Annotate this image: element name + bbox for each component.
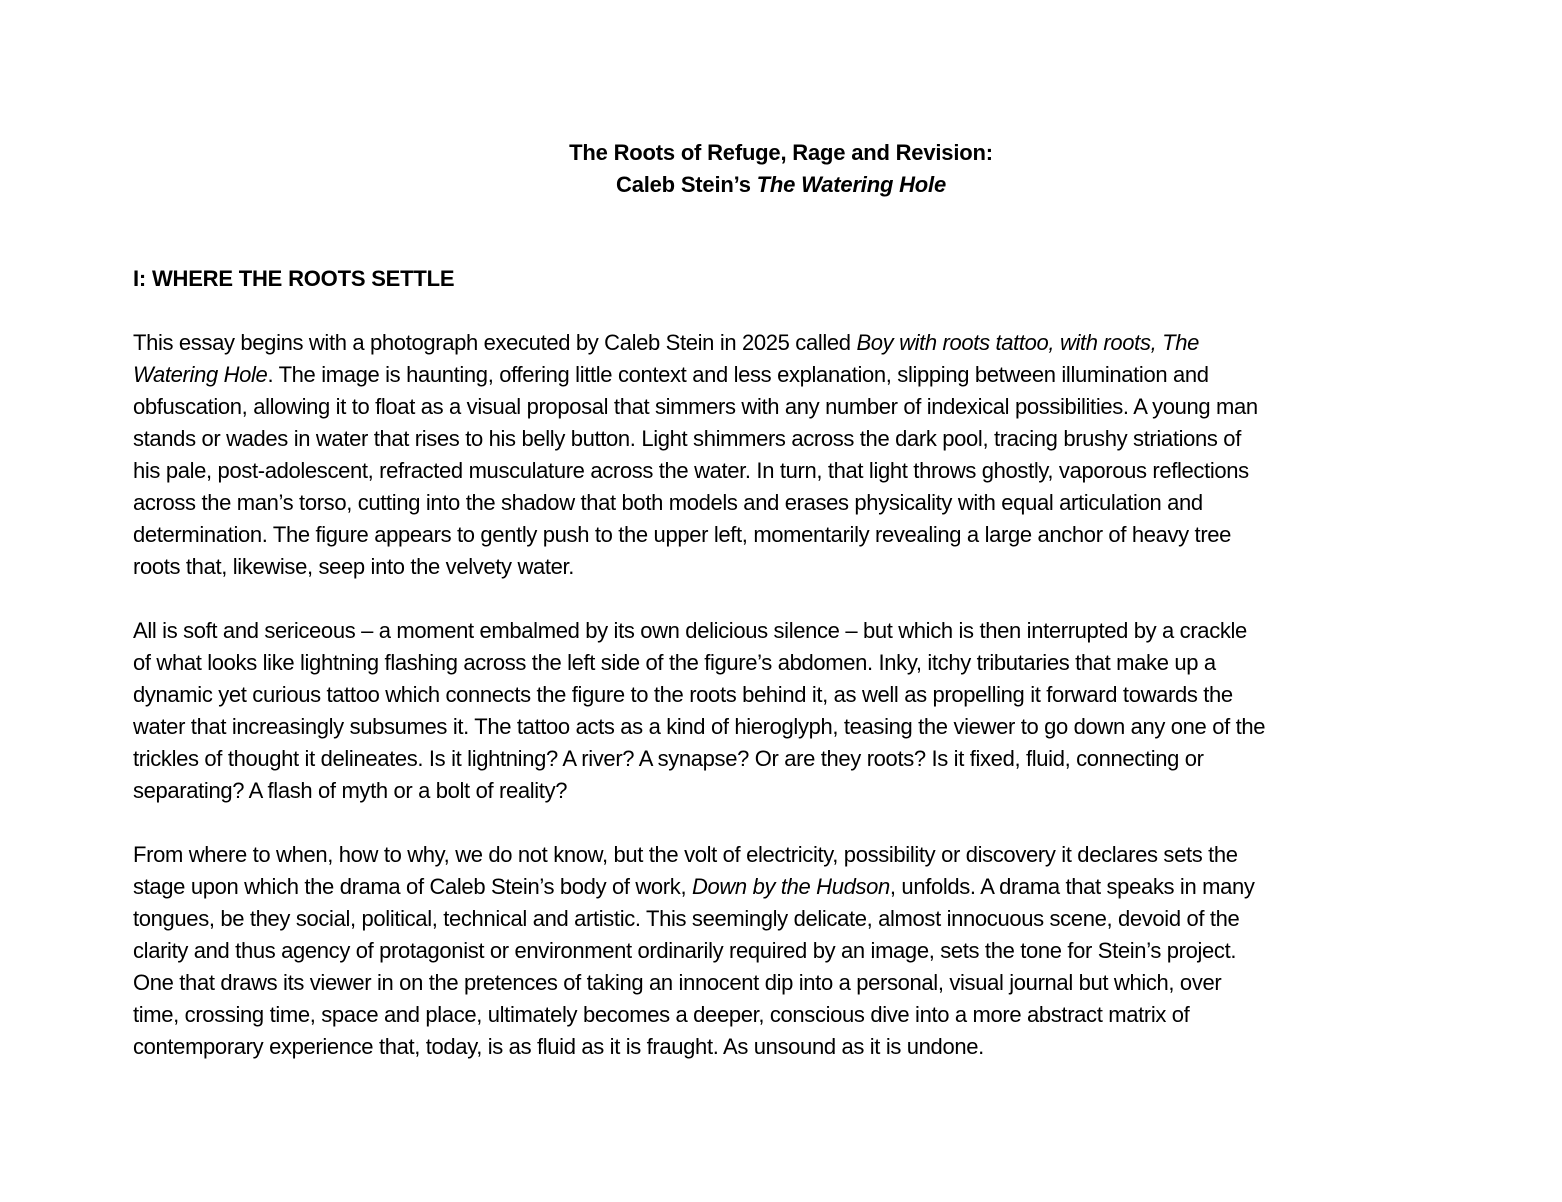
title-line-2 [0, 169, 1562, 201]
paragraph-line: roots that, likewise, seep into the velvety water. [133, 554, 575, 579]
text-run: . The image is haunting, offering little context and less explanation, slipping between illumination and [267, 362, 1209, 387]
artwork-title: Boy with roots tattoo, with roots, The [856, 330, 1199, 355]
essay-title [0, 137, 1562, 201]
paragraph-line: obfuscation, allowing it to float as a visual proposal that simmers with any number of indexical possibilities. A young man [133, 394, 1258, 419]
paragraph-line: across the man’s torso, cutting into the shadow that both models and erases physicality with equal articulation and [133, 490, 1203, 515]
text-run: , unfolds. A drama that speaks in many [889, 874, 1255, 899]
paragraph-line: From where to when, how to why, we do not know, but the volt of electricity, possibility or discovery it declares sets the [133, 842, 1238, 867]
paragraph-line: One that draws its viewer in on the pretences of taking an innocent dip into a personal, visual journal but which, over [133, 970, 1222, 995]
paragraph-line: of what looks like lightning flashing across the left side of the figure’s abdomen. Inky, itchy tributaries that make up a [133, 650, 1216, 675]
paragraph-line: his pale, post-adolescent, refracted musculature across the water. In turn, that light throws ghostly, vaporous reflections [133, 458, 1249, 483]
paragraph-1 [133, 327, 1433, 583]
paragraph-line: All is soft and sericeous – a moment embalmed by its own delicious silence – but which is then interrupted by a crackle [133, 618, 1247, 643]
paragraph-line: contemporary experience that, today, is as fluid as it is fraught. As unsound as it is undone. [133, 1034, 984, 1059]
title-work-name: The Watering Hole [756, 172, 946, 197]
paragraph-line [133, 871, 1433, 903]
paragraph-line [133, 359, 1433, 391]
title-line-1: The Roots of Refuge, Rage and Revision: [569, 140, 993, 165]
paragraph-line [133, 327, 1433, 359]
paragraph-line: time, crossing time, space and place, ultimately becomes a deeper, conscious dive into a more abstract matrix of [133, 1002, 1190, 1027]
text-run: stage upon which the drama of Caleb Stein’s body of work, [133, 874, 692, 899]
text-run: This essay begins with a photograph executed by Caleb Stein in 2025 called [133, 330, 857, 355]
paragraph-3 [133, 839, 1433, 1063]
title-author: Caleb Stein’s [616, 172, 757, 197]
paragraph-line: clarity and thus agency of protagonist or environment ordinarily required by an image, sets the tone for Stein’s project. [133, 938, 1237, 963]
artwork-title: Watering Hole [133, 362, 268, 387]
section-heading: I: WHERE THE ROOTS SETTLE [133, 266, 455, 291]
body-of-work-title: Down by the Hudson [691, 874, 890, 899]
paragraph-line: tongues, be they social, political, technical and artistic. This seemingly delicate, almost innocuous scene, devoid of the [133, 906, 1240, 931]
paragraph-line: water that increasingly subsumes it. The tattoo acts as a kind of hieroglyph, teasing the viewer to go down any one of the [133, 714, 1266, 739]
paragraph-line: separating? A flash of myth or a bolt of reality? [133, 778, 568, 803]
paragraph-line: trickles of thought it delineates. Is it lightning? A river? A synapse? Or are they roots? Is it fixed, fluid, connecting or [133, 746, 1204, 771]
paragraph-line: stands or wades in water that rises to his belly button. Light shimmers across the dark pool, tracing brushy striations of [133, 426, 1241, 451]
paragraph-line: dynamic yet curious tattoo which connects the figure to the roots behind it, as well as propelling it forward towards the [133, 682, 1233, 707]
paragraph-2 [133, 615, 1433, 807]
paragraph-line: determination. The figure appears to gently push to the upper left, momentarily revealing a large anchor of heavy tree [133, 522, 1232, 547]
